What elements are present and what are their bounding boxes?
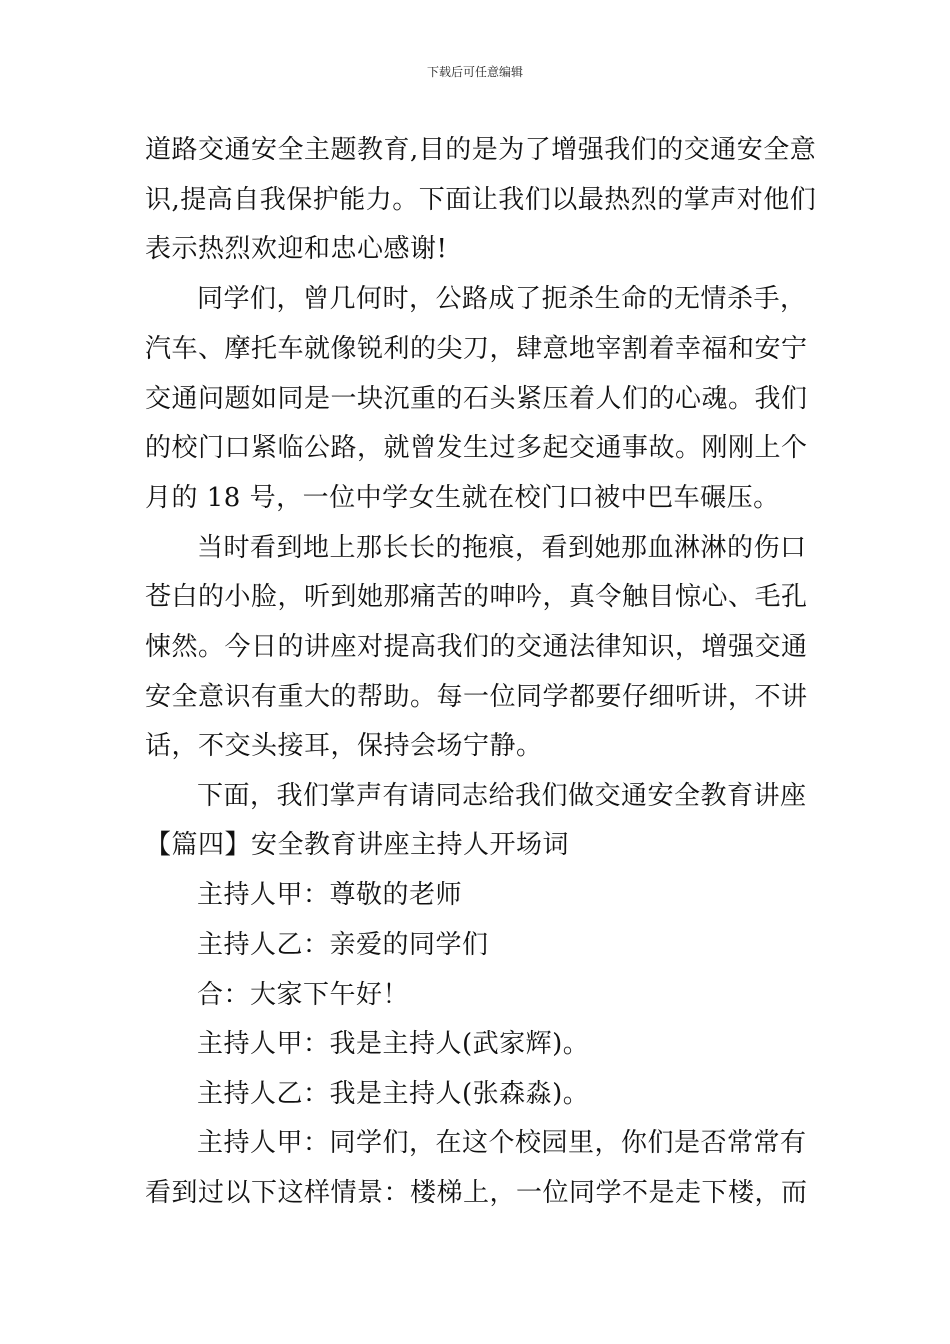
text-line: 月的 18 号，一位中学女生就在校门口被中巴车碾压。 [145,483,780,513]
dialogue-line: 主持人甲：同学们，在这个校园里，你们是否常常有 [197,1128,807,1158]
text-line: 的校门口紧临公路，就曾发生过多起交通事故。刚刚上个 [145,433,808,463]
text-line: 识,提高自我保护能力。下面让我们以最热烈的掌声对他们 [145,185,817,215]
dialogue-line: 主持人甲：尊敬的老师 [197,880,463,910]
text-line: 汽车、摩托车就像锐利的尖刀，肆意地宰割着幸福和安宁 [145,334,808,364]
text-line: 悚然。今日的讲座对提高我们的交通法律知识，增强交通 [145,632,808,662]
dialogue-line: 主持人甲：我是主持人(武家辉)。 [197,1029,590,1059]
dialogue-line: 主持人乙：我是主持人(张森淼)。 [197,1079,590,1109]
text-line: 安全意识有重大的帮助。每一位同学都要仔细听讲，不讲 [145,682,808,712]
text-line: 话，不交头接耳，保持会场宁静。 [145,731,543,761]
text-line: 看到过以下这样情景：楼梯上，一位同学不是走下楼，而 [145,1178,808,1208]
dialogue-line: 主持人乙：亲爱的同学们 [197,930,489,960]
dialogue-line: 合：大家下午好！ [197,980,410,1010]
paragraph-first-line: 同学们，曾几何时，公路成了扼杀生命的无情杀手， [197,284,807,314]
paragraph-first-line: 当时看到地上那长长的拖痕，看到她那血淋淋的伤口 [197,533,807,563]
text-line: 交通问题如同是一块沉重的石头紧压着人们的心魂。我们 [145,384,808,414]
section-heading: 【篇四】安全教育讲座主持人开场词 [145,830,570,860]
text-line: 苍白的小脸，听到她那痛苦的呻吟，真令触目惊心、毛孔 [145,582,808,612]
paragraph-first-line: 下面，我们掌声有请同志给我们做交通安全教育讲座 [197,781,807,811]
text-line: 道路交通安全主题教育,目的是为了增强我们的交通安全意 [145,135,817,165]
text-line: 表示热烈欢迎和忠心感谢! [145,234,448,264]
page-header: 下载后可任意编辑 [426,65,523,79]
